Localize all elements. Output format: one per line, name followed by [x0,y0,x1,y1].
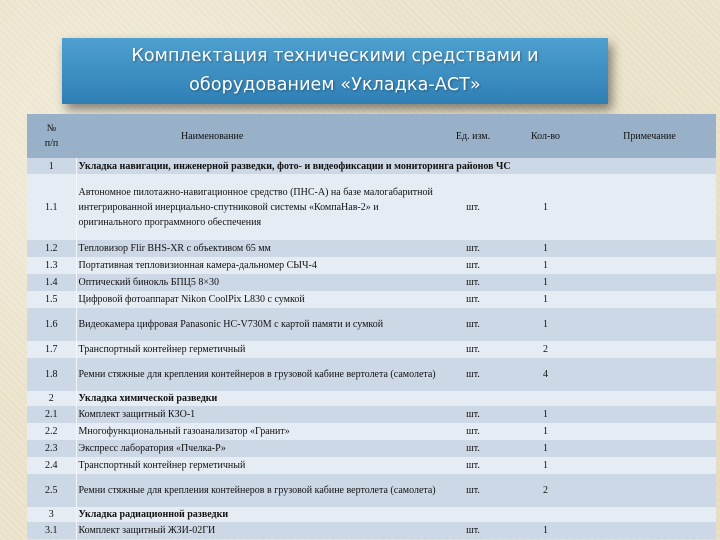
row-name: Портативная тепловизионная камера-дальномер СЫЧ-4 [78,260,317,271]
row-name: Комплект защитный КЗО-1 [78,409,196,420]
row-number: 2.5 [27,474,76,507]
row-quantity: 1 [543,426,548,437]
row-quantity: 2 [543,485,548,496]
row-note [583,406,716,423]
header-unit: Ед. изм. [455,130,491,142]
row-unit: шт. [466,319,480,330]
table-row [27,308,716,341]
row-quantity: 1 [543,460,548,471]
row-number: 1.1 [27,174,76,240]
row-quantity: 4 [543,369,548,380]
table-row [27,257,716,274]
row-unit: шт. [466,369,480,380]
row-note [583,507,716,522]
table-row [27,507,716,522]
row-quantity: 1 [543,201,548,213]
row-number: 2.1 [27,406,76,423]
row-unit: шт. [466,525,480,536]
row-quantity: 1 [543,319,548,330]
row-unit: шт. [466,260,480,271]
row-note [583,358,716,391]
header-number: № п/п [44,123,59,149]
row-name: Оптический бинокль БПЦ5 8×30 [78,277,220,288]
section-title: Укладка химической разведки [78,393,218,404]
row-name: Экспресс лаборатория «Пчелка-Р» [78,443,226,454]
row-name: Автономное пилотажно-навигационное средство (ПНС-А) на базе малогабаритной интегрированной инерциально-спутниковой системы «КомпаНав-2» и оригинального программного обеспечения [78,186,433,228]
table-row [27,423,716,440]
row-quantity: 1 [543,294,548,305]
row-unit: шт. [466,409,480,420]
row-number: 2 [27,391,76,406]
row-name: Транспортный контейнер герметичный [78,344,246,355]
row-number: 1.8 [27,358,76,391]
row-quantity: 1 [543,525,548,536]
row-unit: шт. [466,344,480,355]
row-unit: шт. [466,294,480,305]
row-note [583,457,716,474]
row-note [583,308,716,341]
row-unit: шт. [466,243,480,254]
row-name: Цифровой фотоаппарат Nikon CoolPix L830 с сумкой [78,294,305,305]
section-title: Укладка навигации, инженерной разведки, фото- и видеофиксации и мониторинга районов ЧС [78,160,511,172]
row-unit: шт. [466,426,480,437]
row-unit [438,391,508,406]
row-name: Транспортный контейнер герметичный [78,460,246,471]
row-quantity: 1 [543,260,548,271]
equipment-table [27,114,716,539]
row-name: Тепловизор Flir BHS-XR с объективом 65 мм [78,243,271,254]
row-quantity [508,507,583,522]
title-line-2: оборудованием «Укладка-АСТ» [189,75,481,95]
table-header-row [27,114,716,158]
row-note [583,474,716,507]
row-quantity: 1 [543,443,548,454]
table-row [27,158,716,174]
table-row [27,274,716,291]
slide-title [62,38,608,104]
row-note [583,291,716,308]
row-number: 2.2 [27,423,76,440]
table-row [27,457,716,474]
row-name: Видеокамера цифровая Panasonic HC-V730M с картой памяти и сумкой [78,319,384,330]
table-row [27,240,716,257]
table-row [27,522,716,539]
row-number: 1.3 [27,257,76,274]
row-note [583,341,716,358]
row-note [583,391,716,406]
row-number: 1.2 [27,240,76,257]
table-row [27,406,716,423]
row-unit: шт. [466,201,480,213]
row-number: 1.4 [27,274,76,291]
row-number: 1.6 [27,308,76,341]
table-row [27,174,716,240]
row-note [583,257,716,274]
table-row [27,391,716,406]
row-number: 3 [27,507,76,522]
row-number: 1 [27,158,76,174]
row-note [583,423,716,440]
row-note [583,274,716,291]
row-name: Ремни стяжные для крепления контейнеров в грузовой кабине вертолета (самолета) [78,369,436,380]
row-number: 1.7 [27,341,76,358]
row-quantity: 1 [543,277,548,288]
row-unit: шт. [466,443,480,454]
row-note [583,440,716,457]
row-name: Комплект защитный ЖЗИ-02ГИ [78,525,216,536]
row-unit: шт. [466,485,480,496]
header-quantity: Кол-во [530,130,560,142]
row-number: 3.1 [27,522,76,539]
table-row [27,341,716,358]
row-unit [438,507,508,522]
row-note [583,240,716,257]
row-number: 1.5 [27,291,76,308]
row-quantity: 2 [543,344,548,355]
row-note [583,174,716,240]
table-row [27,358,716,391]
section-title: Укладка радиационной разведки [78,509,229,520]
row-unit: шт. [466,460,480,471]
row-number: 2.3 [27,440,76,457]
row-name: Ремни стяжные для крепления контейнеров в грузовой кабине вертолета (самолета) [78,485,436,496]
header-name: Наименование [181,130,244,142]
row-quantity: 1 [543,409,548,420]
row-quantity: 1 [543,243,548,254]
row-note [583,522,716,539]
row-number: 2.4 [27,457,76,474]
table-row [27,474,716,507]
table-row [27,291,716,308]
row-name: Многофункциональный газоанализатор «Гранит» [78,426,290,437]
header-note: Примечание [623,130,676,142]
title-line-1: Комплектация техническими средствами и [131,46,539,66]
row-quantity [508,391,583,406]
row-unit: шт. [466,277,480,288]
table-row [27,440,716,457]
